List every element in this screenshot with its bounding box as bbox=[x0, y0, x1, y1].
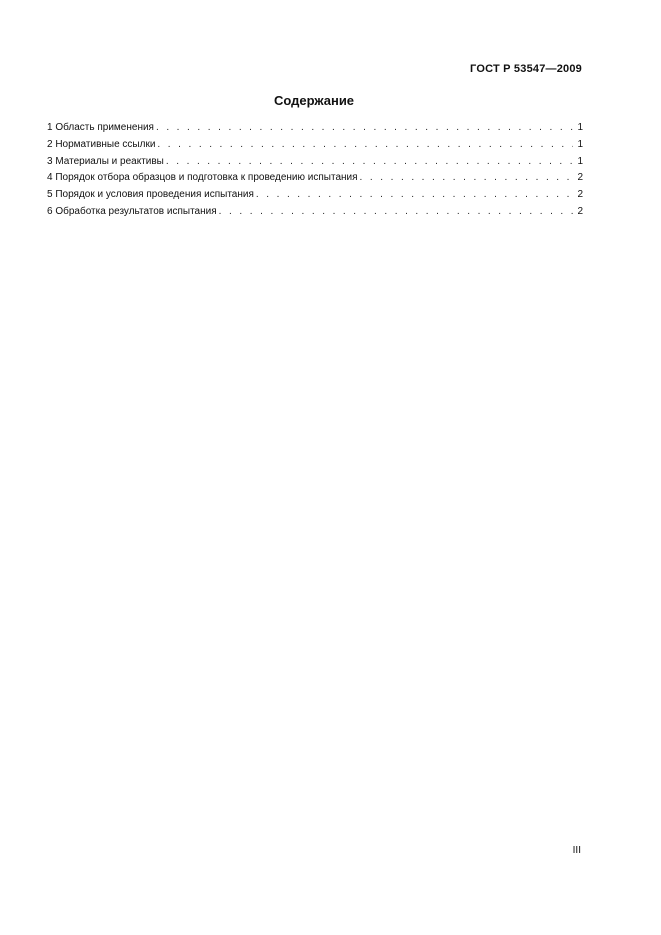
toc-item[interactable] bbox=[47, 204, 583, 221]
toc-item-label: 5 Порядок и условия проведения испытания bbox=[47, 189, 254, 201]
toc-item-label: 2 Нормативные ссылки bbox=[47, 138, 156, 150]
table-of-contents bbox=[47, 120, 583, 221]
toc-item[interactable] bbox=[47, 137, 583, 154]
page-number: III bbox=[572, 845, 581, 856]
toc-leader-dots bbox=[156, 120, 573, 137]
toc-leader-dots bbox=[157, 137, 573, 154]
toc-leader-dots bbox=[360, 170, 573, 187]
toc-item[interactable] bbox=[47, 187, 583, 204]
toc-item-page: 2 bbox=[577, 205, 583, 217]
toc-item-label: 6 Обработка результатов испытания bbox=[47, 205, 217, 217]
toc-item-label: 3 Материалы и реактивы bbox=[47, 155, 164, 167]
toc-title: Содержание bbox=[273, 93, 355, 108]
document-code: ГОСТ Р 53547—2009 bbox=[470, 63, 582, 75]
toc-item[interactable] bbox=[47, 154, 583, 171]
toc-item-page: 2 bbox=[577, 189, 583, 201]
toc-item-label: 4 Порядок отбора образцов и подготовка к проведению испытания bbox=[47, 172, 358, 184]
toc-leader-dots bbox=[166, 154, 573, 171]
toc-item[interactable] bbox=[47, 120, 583, 137]
toc-item-page: 2 bbox=[577, 172, 583, 184]
toc-leader-dots bbox=[219, 204, 573, 221]
toc-item-page: 1 bbox=[577, 155, 583, 167]
toc-item-page: 1 bbox=[577, 138, 583, 150]
toc-item[interactable] bbox=[47, 170, 583, 187]
toc-item-page: 1 bbox=[577, 122, 583, 133]
toc-leader-dots bbox=[256, 187, 573, 204]
toc-item-label: 1 Область применения bbox=[47, 122, 154, 133]
